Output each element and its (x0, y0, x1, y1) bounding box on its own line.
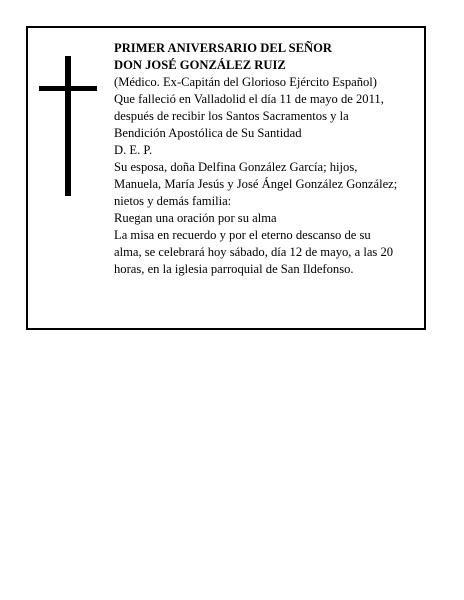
notice-line-family-2: Manuela, María Jesús y José Ángel González González; (114, 177, 398, 191)
notice-line-sacraments: después de recibir los Santos Sacramentos y la (114, 109, 349, 123)
notice-heading-line-1: PRIMER ANIVERSARIO DEL SEÑOR (114, 41, 332, 55)
notice-line-death-date: Que falleció en Valladolid el día 11 de mayo de 2011, (114, 92, 384, 106)
notice-line-mass-1: La misa en recuerdo y por el eterno descanso de su (114, 228, 371, 242)
obituary-notice (26, 26, 426, 330)
cross-vertical-bar (65, 56, 71, 196)
cross-icon (39, 56, 97, 196)
notice-line-profession: (Médico. Ex-Capitán del Glorioso Ejército Español) (114, 75, 377, 89)
notice-heading-line-2: DON JOSÉ GONZÁLEZ RUIZ (114, 58, 286, 72)
cross-horizontal-bar (39, 86, 97, 91)
notice-text (114, 40, 420, 278)
notice-line-mass-3: horas, en la iglesia parroquial de San Ildefonso. (114, 262, 354, 276)
notice-line-blessing: Bendición Apostólica de Su Santidad (114, 126, 302, 140)
notice-line-mass-2: alma, se celebrará hoy sábado, día 12 de mayo, a las 20 (114, 245, 394, 259)
notice-line-rip: D. E. P. (114, 143, 153, 157)
notice-line-prayer: Ruegan una oración por su alma (114, 211, 277, 225)
notice-line-family-1: Su esposa, doña Delfina González García; hijos, (114, 160, 358, 174)
notice-line-family-3: nietos y demás familia: (114, 194, 232, 208)
